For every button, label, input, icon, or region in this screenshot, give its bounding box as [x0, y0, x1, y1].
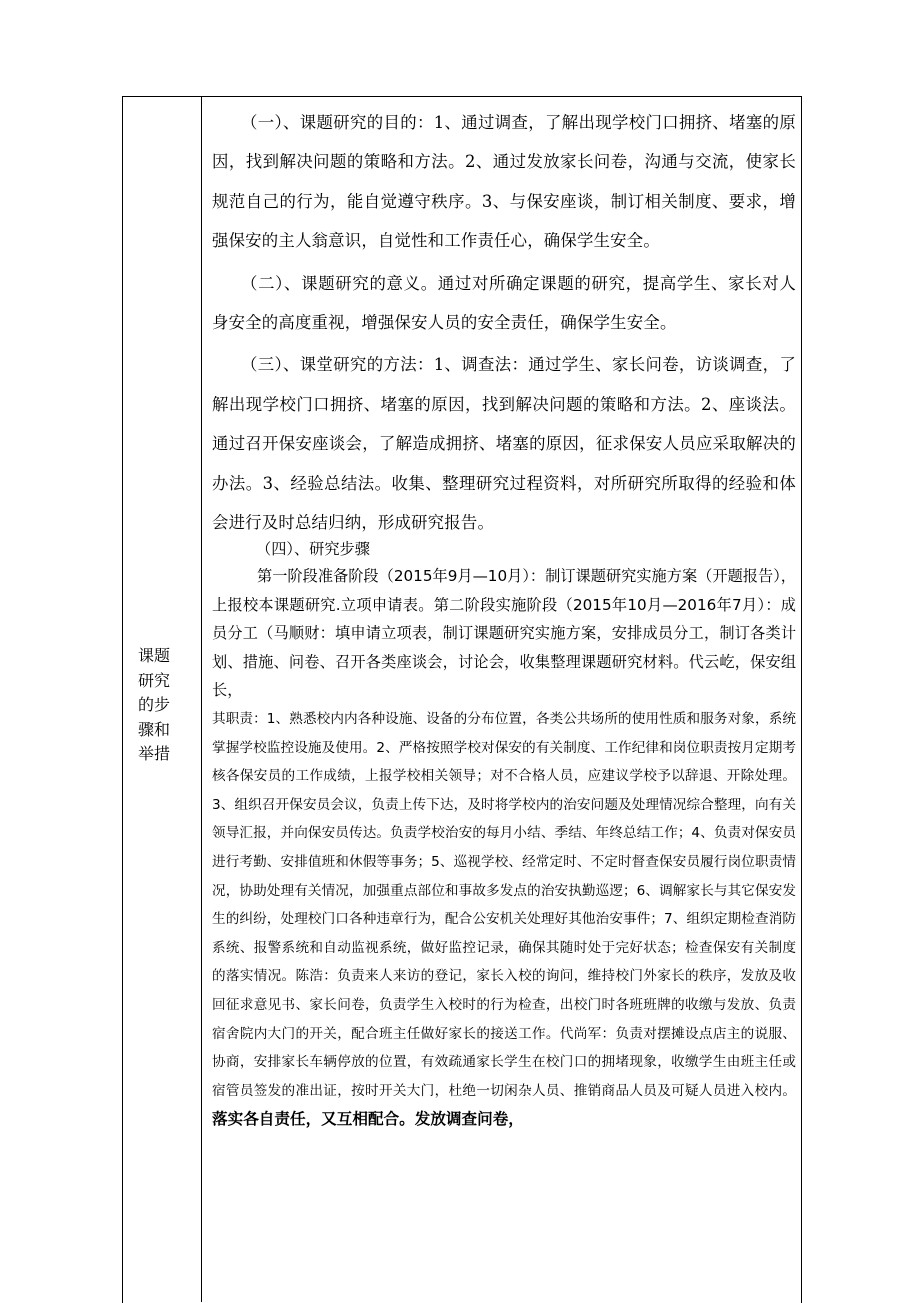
steps-tail-text: 落实各自责任，又互相配合。发放调查问卷， [212, 1110, 524, 1129]
steps-detail-paragraph [212, 705, 796, 1135]
row-label [138, 644, 194, 767]
purpose-paragraph: （一）、课题研究的目的：1、通过调查，了解出现学校门口拥挤、堵塞的原因，找到解决问题的策略和方法。2、通过发放家长问卷，沟通与交流，使家长规范自己的行为，能自觉遵守秩序。3、与保安座谈，制订相关制度、要求，增强保安的主人翁意识，自觉性和工作责任心，确保学生安全。 [212, 113, 796, 251]
column-divider [201, 96, 202, 1302]
methods-paragraph: （三）、课堂研究的方法：1、调查法：通过学生、家长问卷，访谈调查，了解出现学校门口拥挤、堵塞的原因，找到解决问题的策略和方法。2、座谈法。通过召开保安座谈会，了解造成拥挤、堵塞的原因，征求保安人员应采取解决的办法。3、经验总结法。收集、整理研究过程资料，对所研究所取得的经验和体会进行及时总结归纳，形成研究报告。 [212, 355, 796, 533]
row-label-line: 举措 [138, 744, 171, 763]
row-label-line: 研究 [138, 670, 171, 690]
steps-heading: （四）、研究步骤 [256, 540, 370, 559]
steps-intro-paragraph: 第一阶段准备阶段（2015年9月—10月）：制订课题研究实施方案（开题报告），上报校本课题研究.立项申请表。第二阶段实施阶段（2015年10月—2016年7月）：成员分工（马顺财：填申请立项表，制订课题研究实施方案，安排成员分工，制订各类计划、措施、问卷、召开各类座谈会，讨论会，收集整理课题研究材料。代云屹，保安组长， [212, 567, 796, 700]
content-cell [212, 103, 796, 1135]
row-label-line: 课题 [138, 646, 171, 665]
significance-paragraph: （二）、课题研究的意义。通过对所确定课题的研究，提高学生、家长对人身安全的高度重视，增强保安人员的安全责任，确保学生安全。 [212, 273, 796, 333]
row-label-line: 的步 [138, 695, 171, 714]
steps-detail-text: 其职责：1、熟悉校内内各种设施、设备的分布位置，各类公共场所的使用性质和服务对象，系统掌握学校监控设施及使用。2、严格按照学校对保安的有关制度、工作纪律和岗位职责按月定期考核各保安员的工作成绩，上报学校相关领导；对不合格人员，应建议学校予以辞退、开除处理。3、组织召开保安员会议，负责上传下达，及时将学校内的治安问题及处理情况综合整理，向有关领导汇报，并向保安员传达。负责学校治安的每月小结、季结、年终总结工作；4、负责对保安员进行考勤、安排值班和休假等事务；5、巡视学校、经常定时、不定时督查保安员履行岗位职责情况，协助处理有关情况，加强重点部位和事故多发点的治安执勤巡逻；6、调解家长与其它保安发生的纠纷，处理校门口各种违章行为，配合公安机关处理好其他治安事件；7、组织定期检查消防系统、报警系统和自动监视系统，做好监控记录，确保其随时处于完好状态；检查保安有关制度的落实情况。陈浩：负责来人来访的登记，家长入校的询问，维持校门外家长的秩序，发放及收回征求意见书、家长问卷，负责学生入校时的行为检查，出校门时各班班牌的收缴与发放、负责宿舍院内大门的开关，配合班主任做好家长的接送工作。代尚军：负责对摆摊设点店主的说服、协商，安排家长车辆停放的位置，有效疏通家长学生在校门口的拥堵现象，收缴学生由班主任或宿管员签发的准出证，按时开关大门，杜绝一切闲杂人员、推销商品人员及可疑人员进入校内。 [212, 710, 796, 1099]
row-label-line: 骤和 [138, 719, 171, 739]
